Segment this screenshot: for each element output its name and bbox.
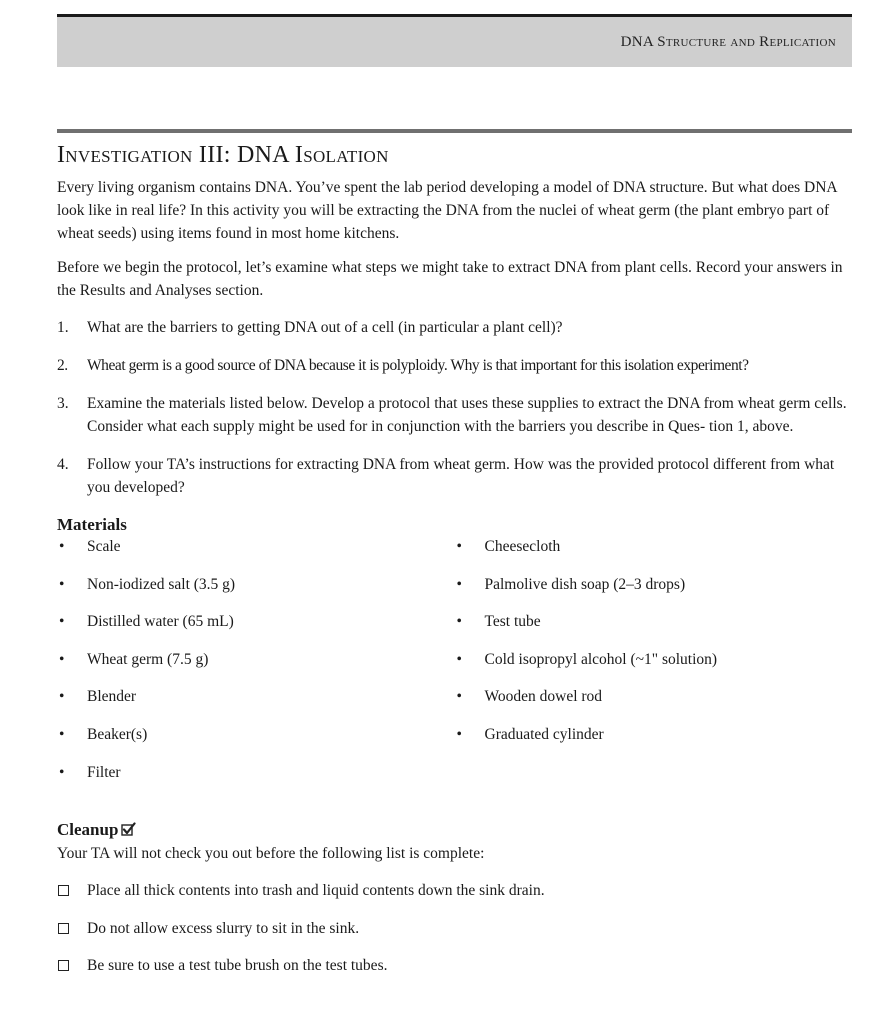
- checklist-item: Place all thick contents into trash and liquid contents down the sink drain.: [57, 880, 852, 902]
- material-item: • Graduated cylinder: [455, 724, 853, 746]
- material-item: • Wooden dowel rod: [455, 686, 853, 708]
- question-item: 4. Follow your TA’s instructions for extracting DNA from wheat germ. How was the provided protocol different from what you developed?: [57, 456, 835, 496]
- question-item: 3. Examine the materials listed below. Develop a protocol that uses these supplies to extract the DNA from wheat germ cells. Consider what each supply might be used for in conjunction with the barriers you describe in Ques- tion 1, above.: [57, 395, 847, 435]
- question-text: Wheat germ is a good source of DNA because it is polyploidy. Why is that important for this isolation experiment?: [87, 357, 749, 374]
- material-item: • Filter: [57, 762, 455, 784]
- material-item: • Test tube: [455, 611, 853, 633]
- bullet-icon: •: [456, 538, 462, 555]
- materials-list: [57, 536, 852, 799]
- bullet-icon: •: [59, 725, 65, 743]
- section-title: Investigation III: DNA Isolation: [57, 142, 389, 168]
- bullet-icon: •: [59, 613, 65, 631]
- material-item: • Scale: [57, 536, 455, 558]
- bullet-icon: •: [456, 650, 462, 668]
- bullet-icon: •: [456, 613, 462, 631]
- materials-left-column: [57, 536, 455, 799]
- checkbox-icon[interactable]: [58, 885, 69, 896]
- material-item: • Cheesecloth: [455, 536, 853, 558]
- material-item: • Blender: [57, 686, 455, 708]
- materials-heading: Materials: [57, 515, 127, 534]
- cleanup-heading: Cleanup: [57, 819, 852, 843]
- section-rule: [57, 129, 852, 133]
- question-item: 2. Wheat germ is a good source of DNA because it is polyploidy. Why is that important for this isolation experiment?: [57, 357, 749, 374]
- bullet-icon: •: [456, 725, 462, 743]
- bullet-icon: •: [59, 763, 65, 781]
- checkbox-icon[interactable]: [58, 923, 69, 934]
- bullet-icon: •: [59, 575, 65, 593]
- material-item: • Non-iodized salt (3.5 g): [57, 574, 455, 596]
- material-item: • Wheat germ (7.5 g): [57, 649, 455, 671]
- materials-right-column: [455, 536, 853, 799]
- question-text: Examine the materials listed below. Develop a protocol that uses these supplies to extract the DNA from wheat germ cells. Consider what each supply might be used for in conjunction with the barriers you describe in Ques- tion 1, above.: [87, 395, 847, 435]
- material-item: • Beaker(s): [57, 724, 455, 746]
- bullet-icon: •: [59, 538, 65, 555]
- material-item: • Cold isopropyl alcohol (~1" solution): [455, 649, 853, 671]
- bullet-icon: •: [59, 688, 65, 706]
- checkbox-checked-icon: [121, 821, 136, 843]
- question-text: What are the barriers to getting DNA out of a cell (in particular a plant cell)?: [87, 319, 563, 336]
- cleanup-intro: Your TA will not check you out before the following list is complete:: [57, 845, 485, 863]
- cleanup-checklist: [57, 880, 852, 977]
- bullet-icon: •: [456, 688, 462, 706]
- bullet-icon: •: [59, 650, 65, 668]
- page-content: [57, 140, 852, 993]
- checklist-item: Be sure to use a test tube brush on the test tubes.: [57, 955, 852, 977]
- running-header-band: [57, 17, 852, 67]
- checkbox-icon[interactable]: [58, 960, 69, 971]
- intro-paragraph: Every living organism contains DNA. You’ve spent the lab period developing a model of DNA structure. But what does DNA look like in real life? In this activity you will be extracting the DNA from the nuclei of wheat germ (the plant embryo part of wheat seeds) using items found in most home kitchens.: [57, 179, 837, 242]
- question-text: Follow your TA’s instructions for extracting DNA from wheat germ. How was the provided protocol different from what you developed?: [87, 456, 835, 496]
- material-item: • Palmolive dish soap (2–3 drops): [455, 574, 853, 596]
- checklist-item: Do not allow excess slurry to sit in the sink.: [57, 918, 852, 940]
- question-item: 1. What are the barriers to getting DNA out of a cell (in particular a plant cell)?: [57, 319, 563, 336]
- running-head: DNA Structure and Replication: [620, 34, 836, 50]
- material-item: • Distilled water (65 mL): [57, 611, 455, 633]
- bullet-icon: •: [456, 575, 462, 593]
- protocol-paragraph: Before we begin the protocol, let’s examine what steps we might take to extract DNA from plant cells. Record your answers in the Results and Analyses section.: [57, 259, 843, 299]
- question-list: [57, 316, 852, 499]
